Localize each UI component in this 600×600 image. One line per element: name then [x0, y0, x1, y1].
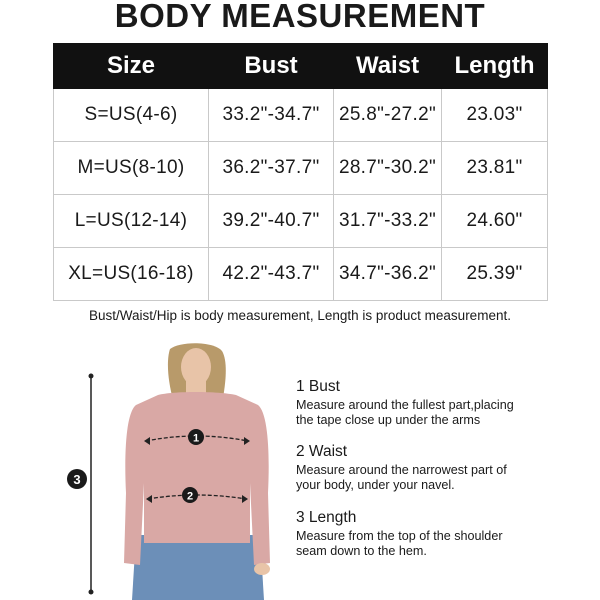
table-header-row — [54, 44, 548, 89]
cell-size: L=US(12-14) — [54, 195, 209, 248]
face-shape — [181, 348, 211, 386]
length-desc-line2: seam down to the hem. — [296, 544, 427, 558]
cell-length: 24.60" — [442, 195, 548, 248]
length-desc-line1: Measure from the top of the shoulder — [296, 529, 503, 543]
cell-length: 23.03" — [442, 89, 548, 142]
length-indicator — [60, 370, 100, 600]
cell-size: S=US(4-6) — [54, 89, 209, 142]
header-length: Length — [442, 44, 548, 89]
length-top-dot — [89, 374, 94, 379]
measurement-note: Bust/Waist/Hip is body measurement, Length is product measurement. — [89, 308, 511, 323]
length-instruction — [296, 509, 503, 559]
hand-shape — [254, 563, 270, 575]
cell-waist: 34.7"-36.2" — [334, 248, 442, 301]
jeans-shape — [132, 535, 264, 600]
waist-desc-line1: Measure around the narrowest part of — [296, 463, 507, 477]
size-chart-table — [53, 43, 548, 301]
model-figure — [118, 343, 278, 600]
cell-bust: 33.2"-34.7" — [209, 89, 334, 142]
cell-bust: 36.2"-37.7" — [209, 142, 334, 195]
table-row — [54, 142, 548, 195]
waist-instruction — [296, 443, 507, 493]
bust-desc-line1: Measure around the fullest part,placing — [296, 398, 514, 412]
header-size: Size — [54, 44, 209, 89]
table-row — [54, 195, 548, 248]
table-row — [54, 89, 548, 142]
header-waist: Waist — [334, 44, 442, 89]
bust-desc-line2: the tape close up under the arms — [296, 413, 481, 427]
cell-size: M=US(8-10) — [54, 142, 209, 195]
cell-size: XL=US(16-18) — [54, 248, 209, 301]
header-bust: Bust — [209, 44, 334, 89]
cell-waist: 28.7"-30.2" — [334, 142, 442, 195]
cell-bust: 42.2"-43.7" — [209, 248, 334, 301]
cell-waist: 31.7"-33.2" — [334, 195, 442, 248]
bust-marker-label: 1 — [192, 432, 200, 445]
waist-desc-line2: your body, under your navel. — [296, 478, 455, 492]
length-bottom-dot — [89, 590, 94, 595]
page-title: BODY MEASUREMENT — [114, 0, 486, 34]
length-heading: 3 Length — [296, 509, 357, 526]
waist-marker-label: 2 — [186, 490, 194, 503]
bust-heading: 1 Bust — [296, 378, 340, 395]
cell-bust: 39.2"-40.7" — [209, 195, 334, 248]
cell-length: 25.39" — [442, 248, 548, 301]
top-shape — [124, 392, 270, 565]
waist-heading: 2 Waist — [296, 443, 348, 460]
table-row — [54, 248, 548, 301]
length-marker-label: 3 — [73, 472, 81, 487]
cell-length: 23.81" — [442, 142, 548, 195]
cell-waist: 25.8"-27.2" — [334, 89, 442, 142]
bust-instruction — [296, 378, 514, 428]
